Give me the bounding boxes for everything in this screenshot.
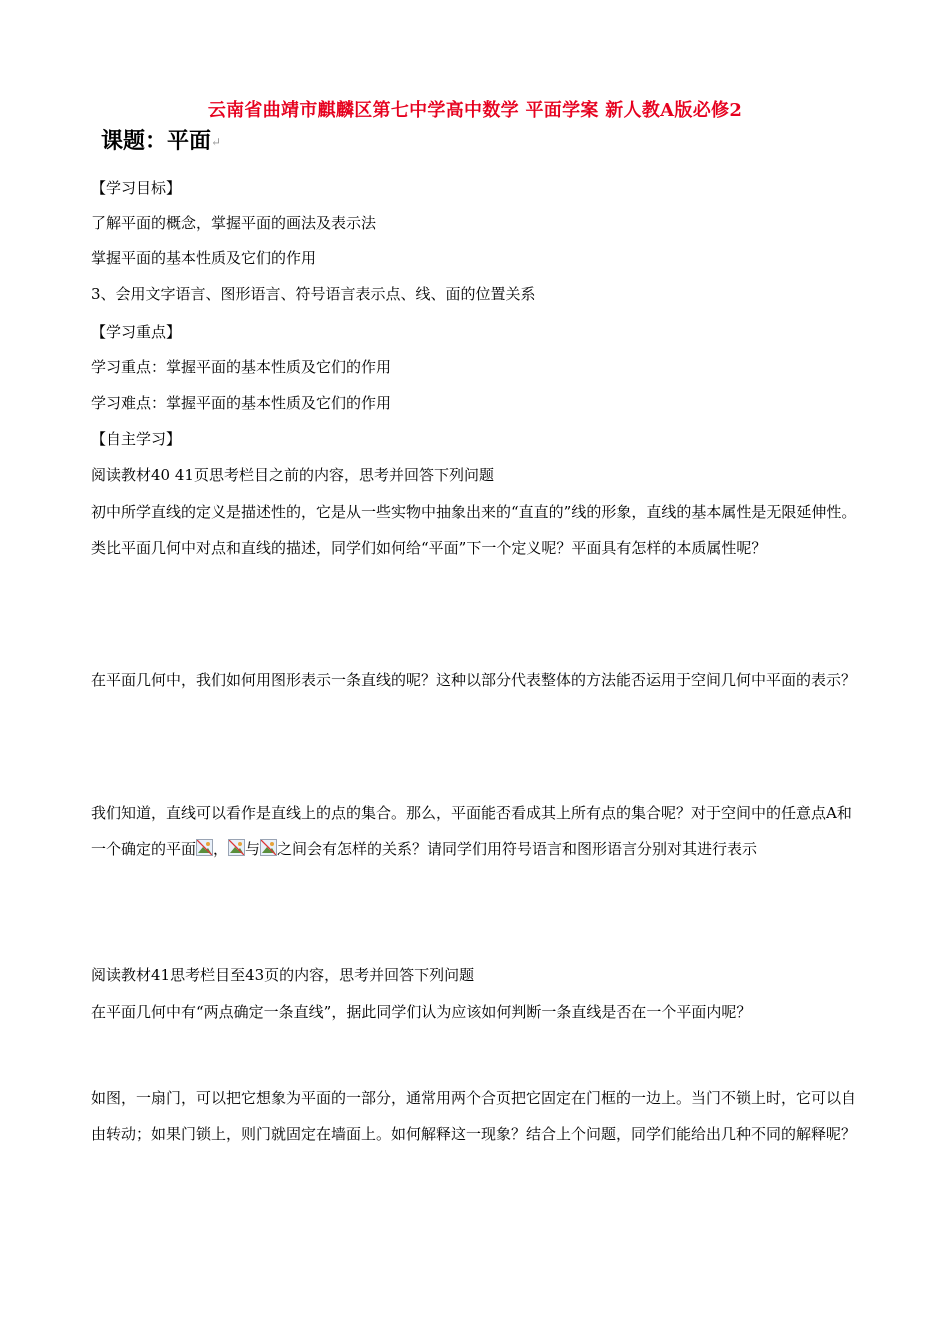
goal-item-3: 3、会用文字语言、图形语言、符号语言表示点、线、面的位置关系: [91, 285, 536, 303]
broken-image-icon: [196, 839, 213, 856]
paragraph-point-plane-relation: [91, 795, 863, 867]
paragraph-text-part-2: ，: [213, 840, 229, 858]
goals-heading: 【学习目标】: [91, 179, 182, 197]
focus-item-2: 学习难点：掌握平面的基本性质及它们的作用: [91, 394, 392, 412]
self-study-heading: 【自主学习】: [91, 430, 182, 448]
return-mark: ↵: [211, 135, 222, 149]
paragraph-line-in-plane: 在平面几何中有“两点确定一条直线”，据此同学们认为应该如何判断一条直线是否在一个平面内呢？: [91, 1003, 752, 1021]
goal-item-2: 掌握平面的基本性质及它们的作用: [91, 249, 317, 267]
paragraph-door-example: 如图，一扇门，可以把它想象为平面的一部分，通常用两个合页把它固定在门框的一边上。当门不锁上时，它可以自由转动；如果门锁上，则门就固定在墙面上。如何解释这一现象？结合上个问题，同学们能给出几种不同的解释呢？: [91, 1089, 857, 1143]
broken-image-icon: [260, 839, 277, 856]
paragraph-line-representation: 在平面几何中，我们如何用图形表示一条直线的呢？这种以部分代表整体的方法能否运用于空间几何中平面的表示？: [91, 671, 857, 689]
goal-item-1: 了解平面的概念，掌握平面的画法及表示法: [91, 214, 377, 232]
lesson-title-text: 课题：平面: [101, 128, 212, 154]
paragraph-text-part-3: 与: [245, 840, 261, 858]
broken-image-icon: [228, 839, 245, 856]
focus-item-1: 学习重点：掌握平面的基本性质及它们的作用: [91, 358, 392, 376]
reading-instruction-1: 阅读教材40 41页思考栏目之前的内容，思考并回答下列问题: [91, 466, 494, 484]
paragraph-line-definition: 初中所学直线的定义是描述性的，它是从一些实物中抽象出来的“直直的”线的形象，直线的基本属性是无限延伸性。类比平面几何中对点和直线的描述，同学们如何给“平面”下一个定义呢？平面具有怎样的本质属性呢？: [91, 503, 857, 557]
paragraph-text-part-1: 我们知道，直线可以看作是直线上的点的集合。那么，平面能否看成其上所有点的集合呢？对于空间中的任意点A和一个确定的平面: [91, 804, 852, 858]
focus-heading: 【学习重点】: [91, 323, 182, 341]
document-header-title: 云南省曲靖市麒麟区第七中学高中数学 平面学案 新人教A版必修2: [207, 100, 743, 121]
reading-instruction-2: 阅读教材41思考栏目至43页的内容，思考并回答下列问题: [91, 966, 475, 984]
lesson-title: [101, 124, 221, 155]
paragraph-text-part-4: 之间会有怎样的关系？请同学们用符号语言和图形语言分别对其进行表示: [277, 840, 758, 858]
